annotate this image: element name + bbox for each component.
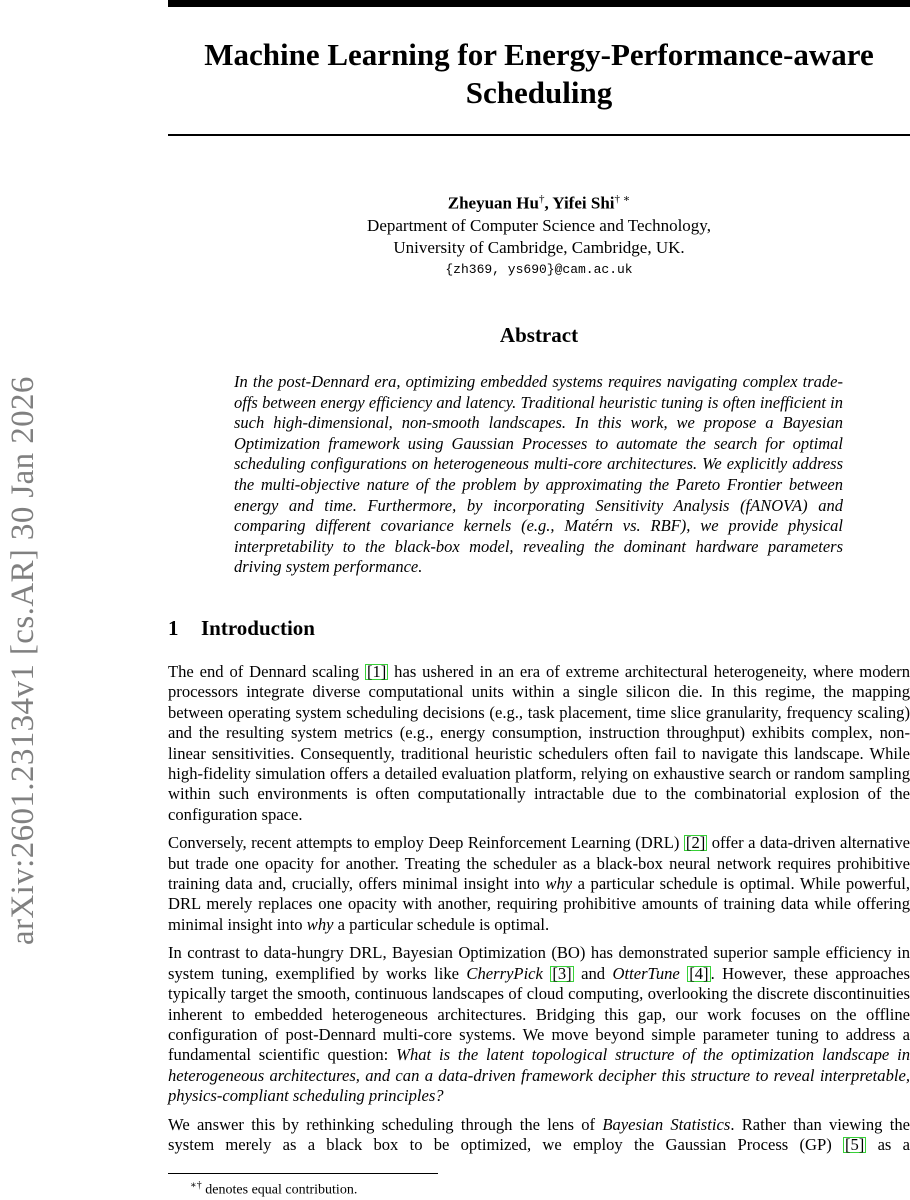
top-rule [168,0,910,7]
p1-text-a: The end of Dennard scaling [168,662,365,681]
p2-text-d: a particular schedule is optimal. [333,914,550,934]
author-2: Yifei Shi [552,193,615,213]
footnote-mark: ∗† [190,1180,202,1191]
arxiv-identifier[interactable]: arXiv:2601.23134v1 [cs.AR] 30 Jan 2026 [5,376,41,945]
department: Department of Computer Science and Technology, [367,215,711,235]
ottertune-name: OtterTune [612,963,680,983]
author-2-mark: † ∗ [614,193,631,205]
author-block [168,188,910,281]
bayesian-statistics: Bayesian Statistics [602,1114,731,1134]
paragraph-4 [168,1115,910,1156]
author-email[interactable]: {zh369, ys690}@cam.ac.uk [445,261,633,277]
footnote [190,1180,357,1199]
p3-text-b: and [573,963,613,983]
footnote-text: denotes equal contribution. [201,1182,358,1198]
section-number: 1 [168,616,179,640]
citation-5[interactable]: [5] [844,1134,865,1154]
p4-text-b: . Rather than viewing the system merely as a black box to be optimized, we employ the Gaussian Process (GP) [168,1114,910,1154]
p3-text-a: In contrast to data-hungry DRL, Bayesian Optimization (BO) has demonstrated superior sample efficiency in system tuning, exemplified by works like [168,943,910,983]
section-heading-introduction [168,616,315,641]
paragraph-3 [168,943,910,1106]
paragraph-2 [168,833,910,935]
author-separator: , [544,193,553,213]
research-question: What is the latent topological structure of the optimization landscape in heterogeneous architectures, and can a data-driven framework decipher this structure to reveal interpretable, physics-compliant scheduling principles? [168,1045,910,1106]
paper-title [168,36,910,112]
p2-why-1: why [545,874,573,894]
p4-text-c: as a [866,1134,910,1154]
cherrypick-name: CherryPick [466,963,543,983]
footnote-rule [168,1173,438,1174]
title-line-1: Machine Learning for Energy-Performance-aware [204,37,874,72]
p2-why-2: why [306,914,334,934]
citation-4[interactable]: [4] [689,963,709,983]
introduction-body [168,662,910,1163]
abstract-text: In the post-Dennard era, optimizing embedded systems requires navigating complex trade-offs between energy efficiency and latency. Traditional heuristic tuning is often inefficient in such high-dimensional, non-smooth landscapes. In this work, we propose a Bayesian Optimization framework using Gaussian Processes to automate the search for optimal scheduling configurations on heterogeneous multi-core architectures. We explicitly address the multi-objective nature of the problem by approximating the Pareto Frontier between energy and time. Furthermore, by incorporating Sensitivity Analysis (fANOVA) and comparing different covariance kernels (e.g., Matérn vs. RBF), we provide physical interpretability to the black-box model, revealing the dominant hardware parameters driving system performance. [234,372,843,577]
title-line-2: Scheduling [465,75,613,110]
p4-text-a: We answer this by rethinking scheduling through the lens of [168,1114,603,1134]
p2-text-c: a particular schedule is optimal. While powerful, DRL merely replaces one opacity with another, requiring prohibitive amounts of training data while offering minimal insight into [168,874,910,934]
citation-2[interactable]: [2] [685,833,706,853]
abstract-heading: Abstract [499,323,579,347]
citation-1[interactable]: [1] [366,662,387,681]
affiliation: University of Cambridge, Cambridge, UK. [393,237,685,257]
author-names [168,188,910,215]
author-1: Zheyuan Hu [447,193,539,213]
p1-text-b: has ushered in an era of extreme architectural heterogeneity, where modern processors integrate diverse computational units within a single silicon die. In this regime, the mapping between operating system scheduling decisions (e.g., task placement, time slice granularity, frequency scaling) and the resulting system metrics (e.g., energy consumption, instruction throughput) exhibits complex, non-linear sensitivities. Consequently, traditional heuristic schedulers often fail to navigate this landscape. While high-fidelity simulation offers a detailed evaluation platform, relying on exhaustive search or random sampling within such environments is often computationally intractable due to the combinatorial explosion of the configuration space. [168,662,910,824]
paragraph-1 [168,662,910,825]
author-1-mark: † [538,193,545,205]
citation-3[interactable]: [3] [552,963,572,983]
title-rule [168,134,910,136]
p3-text-c: . However, these approaches typically target the smooth, continuous landscapes of cloud computing, overlooking the discrete discontinuities inherent to embedded heterogeneous architectures. Bridging this gap, our work focuses on the offline configuration of post-Dennard multi-core systems. We move beyond simple parameter tuning to address a fundamental scientific question: [168,963,910,1065]
section-title: Introduction [201,616,315,640]
p2-text-b: offer a data-driven alternative but trade one opacity for another. Treating the scheduler as a black-box neural network requires prohibitive training data and, crucially, offers minimal insight into [168,833,910,894]
p2-text-a: Conversely, recent attempts to employ Deep Reinforcement Learning (DRL) [168,833,684,853]
